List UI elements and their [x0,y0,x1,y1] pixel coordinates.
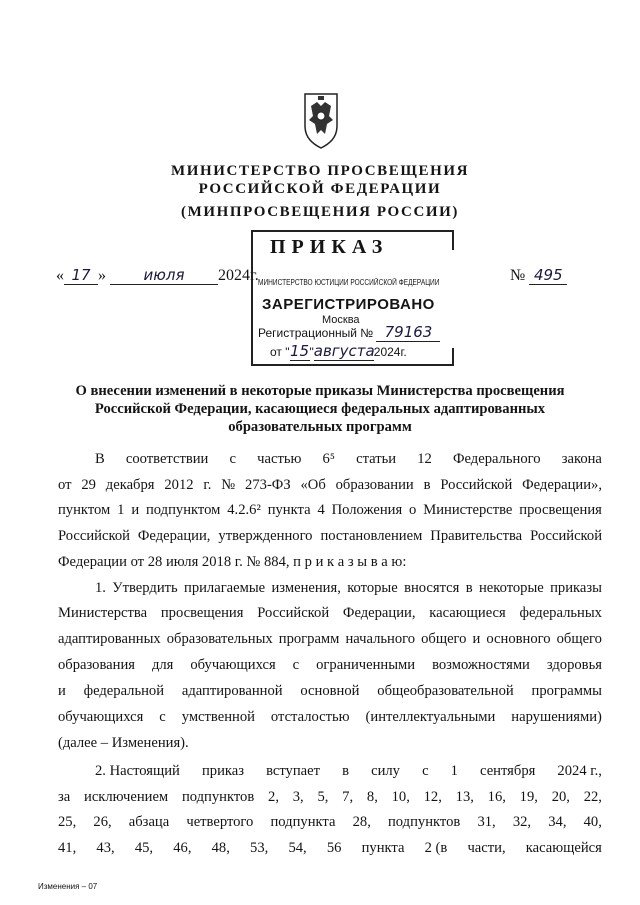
word: 29 [81,477,96,493]
word: приказы [550,580,602,596]
p2-line2 [58,605,602,625]
p1-line1 [95,451,602,471]
word: программ [278,631,340,647]
word: 46, [173,840,192,856]
word: 43, [96,840,115,856]
quote-close: » [98,267,106,284]
p1-line5: Федерации от 28 июля 2018 г. № 884, п р и к а з ы в а ю: [58,554,407,570]
word: 22, [583,789,602,805]
word: Правительства [430,528,523,544]
p2-line7: (далее – Изменения). [58,735,189,751]
word: 31, [477,814,496,830]
word: основной [300,683,360,699]
word: просвещения [519,502,602,518]
word: 2, [268,789,279,805]
word: просвещения [160,605,244,621]
word: общеобразовательной [377,683,514,699]
word: 1. [95,580,106,596]
word: с [159,709,166,725]
word: прилагаемые [184,580,266,596]
word: соответствии [125,451,209,467]
word: о [409,502,417,518]
word: Российской [530,528,602,544]
p3-line4 [58,840,602,860]
stamp-date: от "15"августа2024г. [270,342,407,360]
order-date [56,266,259,285]
word: сентября [480,763,536,779]
p1-line4 [58,528,602,548]
p3-line2 [58,789,602,809]
word: с [422,763,429,779]
stamp-title: ПРИКАЗ [270,236,389,258]
word: Министерстве [423,502,513,518]
word: 4 [317,502,325,518]
number-label: № [510,267,526,284]
stamp-registered: ЗАРЕГИСТРИРОВАНО [262,296,435,313]
word: 48, [211,840,230,856]
word: Российской [58,528,130,544]
word: 6⁵ [322,451,335,467]
p2-line6 [58,709,602,729]
word: 2 (в [424,840,448,856]
word: Утвердить [112,580,178,596]
word: 19, [519,789,538,805]
word: приказ [201,763,244,779]
word: пункта [361,840,405,856]
order-month: июля [110,266,218,285]
word: за [58,789,71,805]
word: 54, [288,840,307,856]
word: 16, [487,789,506,805]
word: подпунктов [181,789,255,805]
order-year-suffix: г. [250,267,259,284]
p2-line4 [58,657,602,677]
stamp-date-year: 2024 [373,345,401,359]
word: Российской [257,605,330,621]
word: утвержденного [218,528,313,544]
p2-line5 [58,683,602,703]
p3-line1 [95,763,602,783]
word: адаптированных [58,631,161,647]
p1-line2 [58,477,602,497]
stamp-border-top [452,230,454,250]
word: 40, [583,814,602,830]
word: касающиеся [429,605,506,621]
order-number-value: 495 [529,266,567,285]
word: пункта [267,502,311,518]
word: в [423,477,431,493]
word: Российской [440,477,513,493]
word: 1 [450,763,458,779]
word: обучающихся [58,709,144,725]
word: федеральной [83,683,165,699]
word: Федерации, [137,528,211,544]
word: касающейся [525,840,602,856]
word: 25, [58,814,77,830]
word: 41, [58,840,77,856]
word: федеральных [519,605,602,621]
word: основного [486,631,551,647]
footer-note: Изменения – 07 [38,882,98,891]
word: 26, [93,814,112,830]
word: части, [467,840,506,856]
stamp-date-day: 15 [289,342,310,360]
word: 45, [134,840,154,856]
word: 2. Настоящий [95,763,180,779]
word: абзаца [128,814,170,830]
word: возможностями [432,657,530,673]
word: отсталостью [270,709,350,725]
word: обучающихся [190,657,276,673]
word: вносятся [404,580,460,596]
stamp-reg-label: Регистрационный № [258,326,374,340]
word: 32, [512,814,532,830]
word: с [292,657,300,673]
ministry-short-name: (МИНПРОСВЕЩЕНИЯ РОССИИ) [180,204,460,220]
word: 273-ФЗ [245,477,291,493]
word: 7, [342,789,354,805]
word: здоровья [546,657,602,673]
order-day: 17 [64,266,98,285]
word: и [472,631,481,647]
stamp-reg-value: 79163 [376,323,440,342]
word: В [95,451,105,467]
word: 4.2.6² [227,502,261,518]
word: (интеллектуальными [365,709,496,725]
word: постановлением [320,528,423,544]
stamp-border-bottom [452,348,454,364]
word: подпунктом [146,502,221,518]
word: вступает [266,763,321,779]
word: подпунктов [387,814,461,830]
word: Министерства [58,605,148,621]
word: которые [347,580,398,596]
word: 56 [326,840,342,856]
word: для [151,657,174,673]
word: некоторые [478,580,544,596]
word: 5, [317,789,329,805]
title-line1: О внесении изменений в некоторые приказы Министерства просвещения [75,383,565,399]
word: изменения, [271,580,341,596]
document-title [40,382,600,436]
word: в [465,580,473,596]
word: 8, [366,789,378,805]
stamp-date-prefix: от [270,345,282,359]
word: 1 [117,502,125,518]
word: ограниченными [316,657,416,673]
word: 20, [551,789,570,805]
title-line2: Российской Федерации, касающиеся федеральных адаптированных [94,401,546,417]
word: 10, [391,789,410,805]
word: статьи [356,451,397,467]
word: силу [371,763,400,779]
ministry-name-line2: РОССИЙСКОЙ ФЕДЕРАЦИИ [198,181,442,197]
p1-line3 [58,502,602,522]
word: 53, [250,840,269,856]
word: в [342,763,350,779]
word: № [221,477,236,493]
word: с [229,451,236,467]
word: 2012 [164,477,194,493]
word: Федерации, [342,605,416,621]
word: пунктом [58,502,111,518]
word: и [131,502,140,518]
word: г. [203,477,212,493]
p3-line3 [58,814,602,834]
word: декабря [105,477,155,493]
stamp-date-suffix: г. [400,345,407,359]
word: 2024 г., [557,763,602,779]
word: образовании [335,477,414,493]
p2-line3 [58,631,602,651]
word: адаптированной [181,683,283,699]
word: 34, [548,814,567,830]
stamp-reg-number [258,323,440,342]
word: программы [531,683,602,699]
word: начального [345,631,416,647]
quote-open: « [56,267,64,284]
word: образовательных [166,631,273,647]
word: Федерации», [522,477,602,493]
word: общего [421,631,467,647]
stamp-ministry: МИНИСТЕРСТВО ЮСТИЦИИ РОССИЙСКОЙ ФЕДЕРАЦИИ [258,278,440,287]
p2-line1 [95,580,602,600]
word: частью [257,451,302,467]
word: закона [561,451,602,467]
word: четвертого [186,814,254,830]
order-year: 2024 [218,267,250,284]
word: умственной [181,709,255,725]
word: 28, [352,814,371,830]
word: общего [556,631,602,647]
word: подпункта [270,814,336,830]
word: нарушениями) [511,709,602,725]
title-line3: образовательных программ [228,419,412,435]
word: 12 [417,451,432,467]
word: 3, [292,789,304,805]
word: и [58,683,66,699]
stamp-date-month: августа [313,342,375,360]
order-number [510,266,567,285]
word: от [58,477,72,493]
word: образования [58,657,135,673]
word: Федерального [452,451,541,467]
word: «Об [300,477,326,493]
word: исключением [84,789,169,805]
stamp-city: Москва [322,314,360,326]
word: 13, [455,789,474,805]
ministry-name-line1: МИНИСТЕРСТВО ПРОСВЕЩЕНИЯ [170,163,470,179]
word: Положения [331,502,403,518]
word: 12, [423,789,442,805]
russian-coat-of-arms-icon [297,90,345,150]
